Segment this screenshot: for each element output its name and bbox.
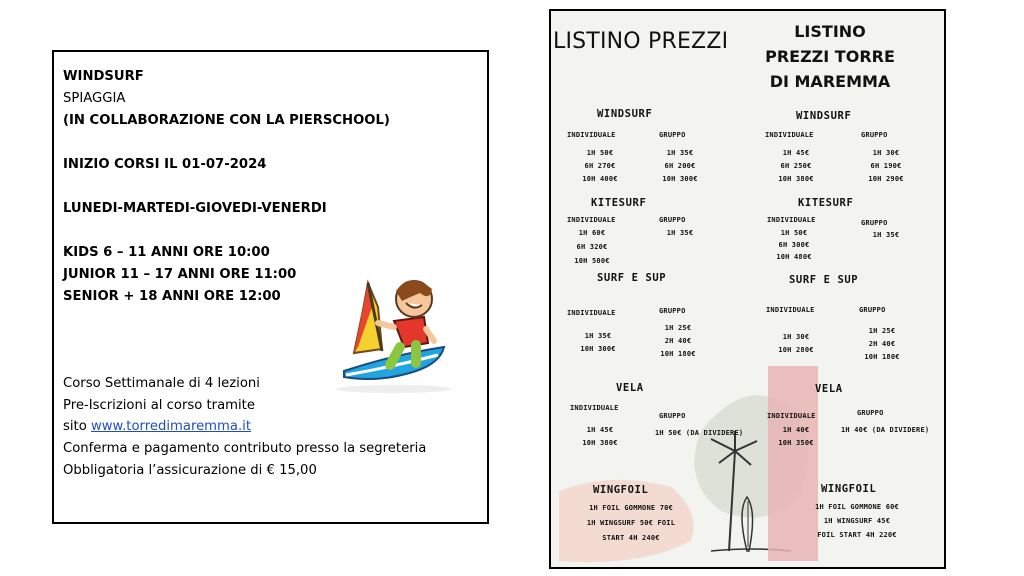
course-info-panel: [52, 50, 489, 524]
right-surf-grp-2: 2H 40€: [868, 340, 896, 348]
confirmation-note: Conferma e pagamento contributo presso la segreteria: [63, 441, 427, 456]
right-vela-grp-label: GRUPPO: [857, 409, 884, 417]
right-surf-title: SURF E SUP: [789, 274, 859, 286]
right-vela-ind-label: INDIVIDUALE: [767, 412, 816, 420]
right-windsurf-grp-label: GRUPPO: [861, 131, 888, 139]
course-start-date: INIZIO CORSI IL 01-07-2024: [63, 157, 267, 172]
left-vela-title: VELA: [616, 382, 644, 394]
right-windsurf-ind-label: INDIVIDUALE: [765, 131, 814, 139]
junior-schedule: JUNIOR 11 – 17 ANNI ORE 11:00: [63, 267, 297, 282]
left-vela-grp-1: 1H 50€ (DA DIVIDERE): [655, 429, 744, 437]
right-windsurf-ind-2: 6H 250€: [780, 162, 812, 170]
left-windsurf-grp-1: 1H 35€: [666, 149, 694, 157]
left-wingfoil-line-1: 1H FOIL GOMMONE 70€: [589, 504, 673, 512]
right-windsurf-grp-1: 1H 30€: [872, 149, 900, 157]
left-windsurf-title: WINDSURF: [597, 108, 653, 120]
left-surf-grp-label: GRUPPO: [659, 307, 686, 315]
left-wingfoil-title: WINGFOIL: [593, 484, 649, 496]
price-list-header-line-2: PREZZI TORRE: [765, 47, 895, 66]
right-windsurf-title: WINDSURF: [796, 110, 852, 122]
price-list-title: LISTINO PREZZI: [553, 29, 729, 54]
price-list-header-line-1: LISTINO: [794, 22, 866, 41]
right-kitesurf-ind-1: 1H 50€: [780, 229, 808, 237]
left-vela-ind-label: INDIVIDUALE: [570, 404, 619, 412]
course-days: LUNEDI-MARTEDI-GIOVEDI-VENERDI: [63, 201, 327, 216]
left-windsurf-ind-1: 1H 50€: [586, 149, 614, 157]
right-vela-ind-1: 1H 40€: [782, 426, 810, 434]
right-surf-ind-1: 1H 30€: [782, 333, 810, 341]
left-windsurf-ind-label: INDIVIDUALE: [567, 131, 616, 139]
right-kitesurf-grp-1: 1H 35€: [872, 231, 900, 239]
left-windsurf-grp-2: 6H 200€: [664, 162, 696, 170]
price-list-header-line-3: DI MAREMMA: [769, 72, 891, 91]
left-surf-ind-1: 1H 35€: [584, 332, 612, 340]
right-vela-ind-2: 10H 350€: [778, 439, 814, 447]
windsurfer-kid-illustration: [332, 267, 462, 397]
left-windsurf-grp-3: 10H 300€: [662, 175, 698, 183]
right-windsurf-grp-2: 6H 190€: [870, 162, 902, 170]
right-wingfoil-title: WINGFOIL: [821, 483, 877, 495]
left-kitesurf-grp-label: GRUPPO: [659, 216, 686, 224]
left-windsurf-grp-label: GRUPPO: [659, 131, 686, 139]
left-windsurf-ind-3: 10H 400€: [582, 175, 618, 183]
left-vela-grp-label: GRUPPO: [659, 412, 686, 420]
right-surf-grp-1: 1H 25€: [868, 327, 896, 335]
website-link[interactable]: www.torredimaremma.it: [90, 419, 251, 434]
left-vela-ind-1: 1H 45€: [586, 426, 614, 434]
right-surf-ind-label: INDIVIDUALE: [766, 306, 815, 314]
right-kitesurf-grp-label: GRUPPO: [861, 219, 888, 227]
left-windsurf-ind-2: 6H 270€: [584, 162, 616, 170]
left-kitesurf-ind-2: 6H 320€: [576, 243, 608, 251]
senior-schedule: SENIOR + 18 ANNI ORE 12:00: [63, 289, 281, 304]
right-windsurf-ind-1: 1H 45€: [782, 149, 810, 157]
site-prefix: sito: [63, 419, 91, 434]
right-vela-title: VELA: [815, 383, 843, 395]
right-surf-grp-3: 10H 180€: [864, 353, 900, 361]
left-wingfoil-line-3: START 4H 240€: [602, 534, 660, 542]
course-location: SPIAGGIA: [63, 91, 126, 106]
right-wingfoil-line-3: FOIL START 4H 220€: [817, 531, 897, 539]
right-kitesurf-ind-3: 10H 480€: [776, 253, 812, 261]
left-surf-ind-label: INDIVIDUALE: [567, 309, 616, 317]
left-surf-grp-3: 10H 180€: [660, 350, 696, 358]
preregistration-note: Pre-Iscrizioni al corso tramite: [63, 398, 255, 413]
left-kitesurf-ind-label: INDIVIDUALE: [567, 216, 616, 224]
left-vela-ind-2: 10H 380€: [582, 439, 618, 447]
left-kitesurf-title: KITESURF: [591, 197, 647, 209]
left-surf-grp-2: 2H 40€: [664, 337, 692, 345]
left-kitesurf-grp-1: 1H 35€: [666, 229, 694, 237]
right-windsurf-grp-3: 10H 290€: [868, 175, 904, 183]
right-wingfoil-line-1: 1H FOIL GOMMONE 60€: [815, 503, 899, 511]
right-kitesurf-title: KITESURF: [798, 197, 854, 209]
left-surf-title: SURF E SUP: [597, 272, 667, 284]
left-surf-grp-1: 1H 25€: [664, 324, 692, 332]
course-title: WINDSURF: [63, 69, 144, 84]
right-windsurf-ind-3: 10H 380€: [778, 175, 814, 183]
price-list-panel: [549, 9, 946, 569]
right-surf-grp-label: GRUPPO: [859, 306, 886, 314]
right-wingfoil-line-2: 1H WINGSURF 45€: [823, 517, 891, 525]
left-kitesurf-ind-3: 10H 500€: [574, 257, 610, 265]
insurance-note: Obbligatoria l’assicurazione di € 15,00: [63, 463, 317, 478]
right-vela-grp-1: 1H 40€ (DA DIVIDERE): [841, 426, 930, 434]
left-wingfoil-line-2: 1H WINGSURF 50€ FOIL: [586, 519, 676, 527]
course-length: Corso Settimanale di 4 lezioni: [63, 376, 260, 391]
right-kitesurf-ind-label: INDIVIDUALE: [767, 216, 816, 224]
right-kitesurf-ind-2: 6H 300€: [778, 241, 810, 249]
left-kitesurf-ind-1: 1H 60€: [578, 229, 606, 237]
site-line: [63, 419, 251, 434]
left-surf-ind-2: 10H 300€: [580, 345, 616, 353]
kids-schedule: KIDS 6 – 11 ANNI ORE 10:00: [63, 245, 270, 260]
collaboration-note: (IN COLLABORAZIONE CON LA PIERSCHOOL): [63, 113, 390, 128]
right-surf-ind-2: 10H 280€: [778, 346, 814, 354]
